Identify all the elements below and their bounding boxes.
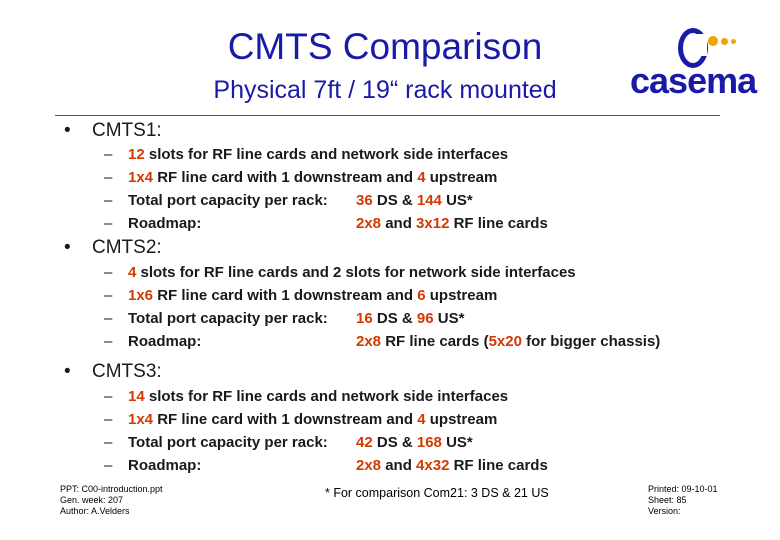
list-item — [104, 287, 497, 304]
item-label: Total port capacity per rack: — [128, 310, 328, 327]
footnote: * For comparison Com21: 3 DS & 21 US — [325, 486, 549, 500]
highlight-value: 6 — [417, 287, 426, 304]
dash-icon: – — [104, 388, 113, 405]
dash-icon: – — [104, 215, 113, 232]
dash-icon: – — [104, 169, 113, 186]
dash-icon: – — [104, 146, 113, 163]
list-item — [104, 388, 508, 405]
dash-icon: – — [104, 192, 113, 209]
section-heading — [64, 361, 162, 383]
section-heading — [64, 120, 162, 142]
text-segment: US* — [441, 192, 473, 209]
item-label: Roadmap: — [128, 333, 202, 350]
highlight-value: 168 — [416, 434, 442, 451]
highlight-value: 1x6 — [128, 287, 154, 304]
section-heading — [64, 237, 162, 259]
footer-ppt: PPT: C00-introduction.ppt — [60, 484, 163, 494]
list-item — [104, 215, 548, 232]
text-segment: upstream — [425, 169, 498, 186]
highlight-value: 4 — [417, 169, 426, 186]
highlight-value: 4 — [128, 264, 137, 281]
item-label: Total port capacity per rack: — [128, 192, 328, 209]
section-title: CMTS3: — [92, 361, 162, 382]
slide-subtitle: Physical 7ft / 19“ rack mounted — [213, 76, 557, 104]
footer-printed: Printed: 09-10-01 — [648, 484, 718, 494]
section-title: CMTS2: — [92, 237, 162, 258]
dash-icon: – — [104, 264, 113, 281]
dash-icon: – — [104, 287, 113, 304]
highlight-value: 16 — [356, 310, 373, 327]
text-segment: upstream — [425, 287, 498, 304]
text-segment: slots for RF line cards and network side interfaces — [144, 146, 509, 163]
highlight-value: 5x20 — [488, 333, 522, 350]
dash-icon: – — [104, 434, 113, 451]
bullet-icon: • — [64, 361, 71, 382]
text-segment: RF line cards ( — [381, 333, 489, 350]
dash-icon: – — [104, 411, 113, 428]
list-item — [104, 169, 497, 186]
text-segment: for bigger chassis) — [521, 333, 661, 350]
text-segment: and — [381, 457, 417, 474]
text-segment: DS & — [372, 434, 417, 451]
list-item — [104, 310, 465, 327]
highlight-value: 4x32 — [416, 457, 450, 474]
footer-sheet: Sheet: 85 — [648, 495, 687, 505]
header-divider — [55, 115, 720, 116]
dash-icon: – — [104, 333, 113, 350]
text-segment: DS & — [372, 310, 417, 327]
highlight-value: 42 — [356, 434, 373, 451]
text-segment: slots for RF line cards and network side interfaces — [144, 388, 509, 405]
logo-dot-3 — [731, 39, 736, 44]
list-item — [104, 457, 548, 474]
footer-author: Author: A.Velders — [60, 506, 130, 516]
item-value — [356, 434, 473, 451]
text-segment: RF line card with 1 downstream and — [153, 411, 418, 428]
list-item — [104, 146, 508, 163]
dash-icon: – — [104, 457, 113, 474]
highlight-value: 4 — [417, 411, 426, 428]
text-segment: US* — [433, 310, 465, 327]
item-value — [356, 215, 548, 232]
highlight-value: 1x4 — [128, 169, 154, 186]
text-segment: RF line cards — [449, 457, 548, 474]
highlight-value: 14 — [128, 388, 145, 405]
logo-dot-1 — [708, 36, 718, 46]
text-segment: RF line card with 1 downstream and — [153, 287, 418, 304]
list-item — [104, 192, 473, 209]
item-label: Roadmap: — [128, 457, 202, 474]
highlight-value: 36 — [356, 192, 373, 209]
list-item — [104, 434, 473, 451]
footer-right — [648, 484, 718, 517]
highlight-value: 2x8 — [356, 457, 382, 474]
footer-version: Version: — [648, 506, 681, 516]
footer-left — [60, 484, 163, 517]
section-title: CMTS1: — [92, 120, 162, 141]
highlight-value: 12 — [128, 146, 145, 163]
highlight-value: 3x12 — [416, 215, 450, 232]
text-segment: RF line card with 1 downstream and — [153, 169, 418, 186]
bullet-icon: • — [64, 237, 71, 258]
item-value — [356, 310, 464, 327]
text-segment: and — [381, 215, 417, 232]
list-item — [104, 264, 576, 281]
bullet-icon: • — [64, 120, 71, 141]
text-segment: RF line cards — [449, 215, 548, 232]
highlight-value: 96 — [416, 310, 434, 327]
slide-title: CMTS Comparison — [227, 26, 543, 67]
highlight-value: 2x8 — [356, 333, 382, 350]
highlight-value: 1x4 — [128, 411, 154, 428]
text-segment: slots for RF line cards and 2 slots for network side interfaces — [136, 264, 576, 281]
item-value — [356, 457, 548, 474]
casema-logo — [628, 28, 758, 101]
item-label: Roadmap: — [128, 215, 202, 232]
text-segment: DS & — [372, 192, 417, 209]
logo-dot-2 — [721, 38, 728, 45]
dash-icon: – — [104, 310, 113, 327]
highlight-value: 144 — [416, 192, 442, 209]
footer-gen-week: Gen. week: 207 — [60, 495, 124, 505]
text-segment: upstream — [425, 411, 498, 428]
item-label: Total port capacity per rack: — [128, 434, 328, 451]
item-value — [356, 333, 660, 350]
list-item — [104, 411, 497, 428]
logo-text: casema — [630, 60, 757, 101]
item-value — [356, 192, 473, 209]
list-item — [104, 333, 661, 350]
highlight-value: 2x8 — [356, 215, 382, 232]
text-segment: US* — [441, 434, 473, 451]
